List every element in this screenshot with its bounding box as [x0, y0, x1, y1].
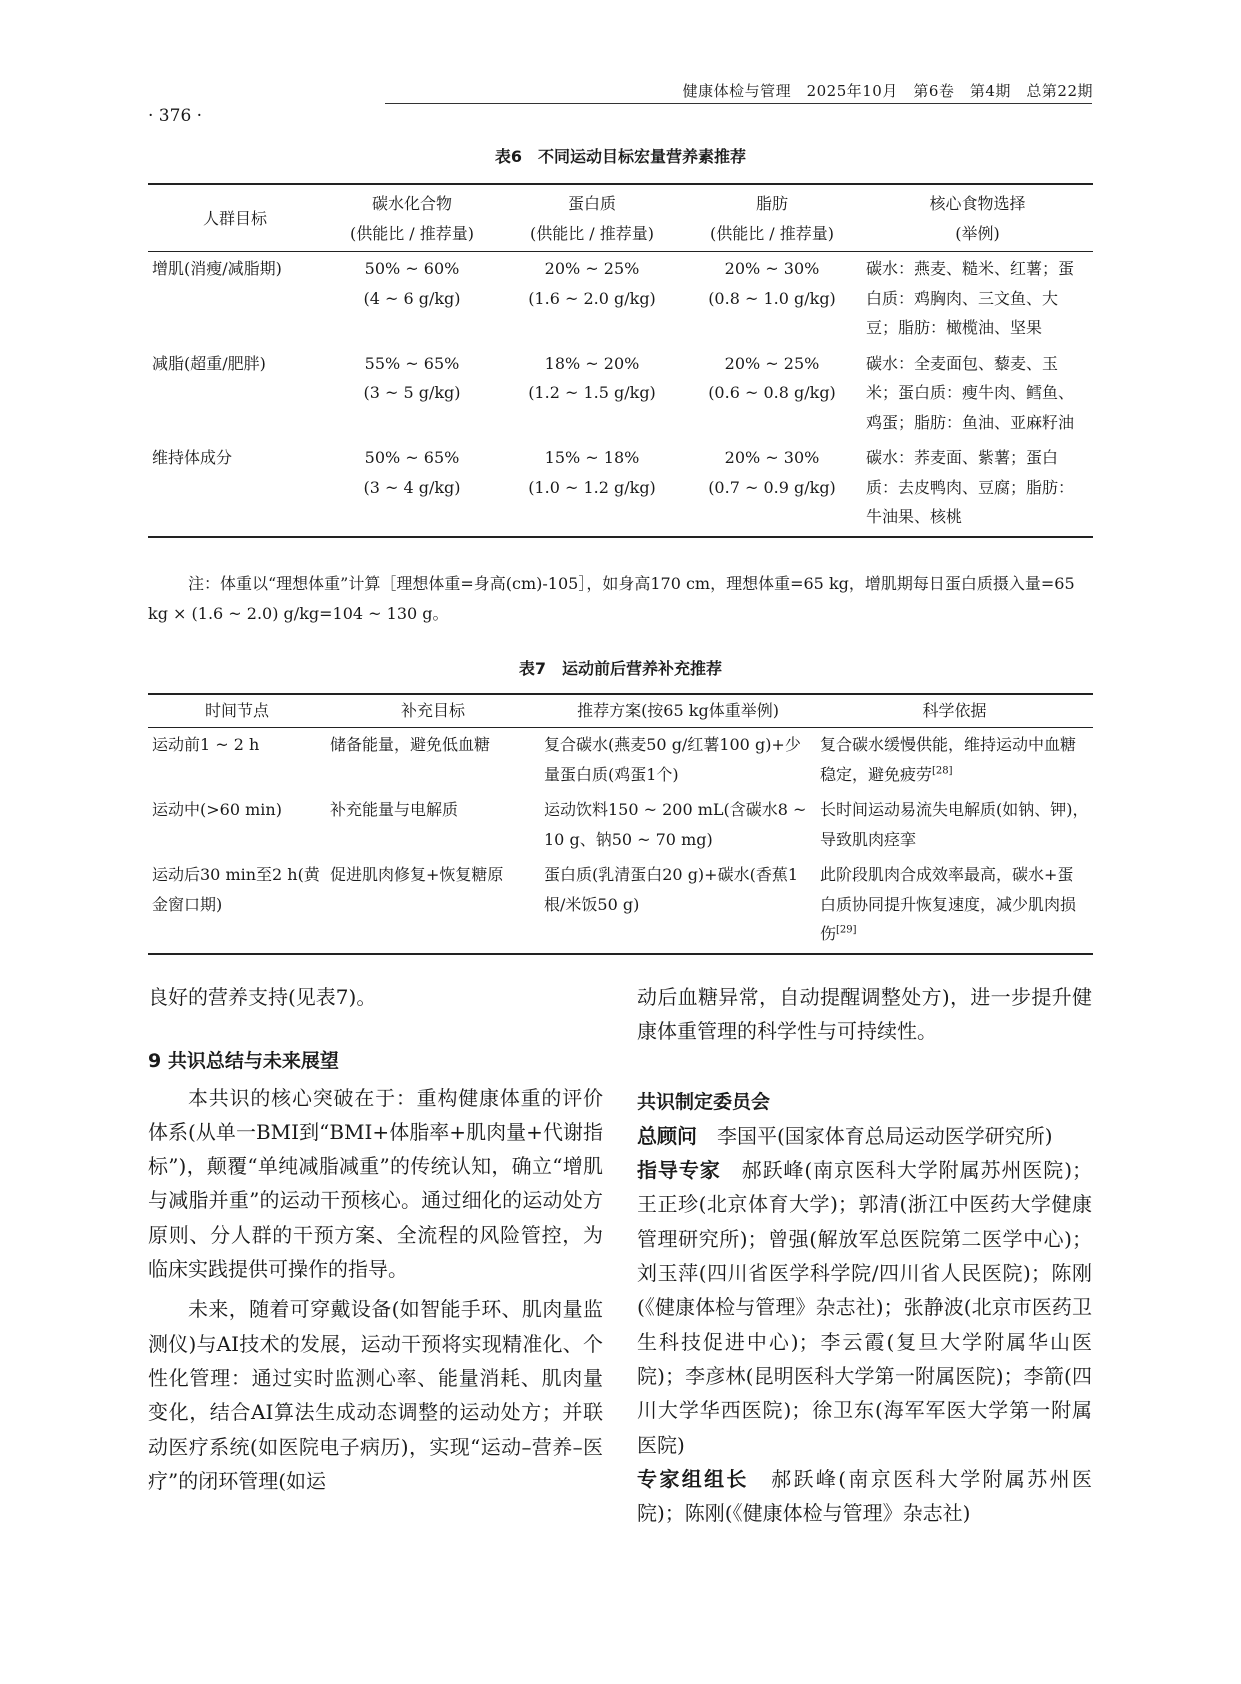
table6-foods: 碳水：全麦面包、藜麦、玉米；蛋白质：瘦牛肉、鳕鱼、鸡蛋；脂肪：鱼油、亚麻籽油 — [866, 353, 1075, 432]
table6-group: 维持体成分 — [152, 448, 233, 467]
table6-header-protein: 蛋白质 (供能比 / 推荐量) — [502, 184, 682, 252]
table6-carb: 50% ~ 60% (4 ~ 6 g/kg) — [363, 259, 461, 308]
table7-basis: 此阶段肌肉合成效率最高，碳水+蛋白质协同提升恢复速度，减少肌肉损伤[29] — [820, 865, 1077, 943]
committee-advisor: 总顾问 李国平(国家体育总局运动医学研究所) — [637, 1123, 1053, 1148]
table6-protein: 20% ~ 25% (1.6 ~ 2.0 g/kg) — [528, 259, 656, 308]
left-column — [148, 980, 603, 1498]
table7-plan: 复合碳水(燕麦50 g/红薯100 g)+少量蛋白质(鸡蛋1个) — [544, 735, 801, 784]
table6-caption: 表6 不同运动目标宏量营养素推荐 — [494, 147, 747, 166]
table7-time: 运动后30 min至2 h(黄金窗口期) — [152, 865, 320, 914]
table-row — [148, 793, 1093, 858]
table6-header-group: 人群目标 — [148, 184, 322, 252]
table6-fat: 20% ~ 30% (0.7 ~ 0.9 g/kg) — [708, 448, 836, 497]
table7-time: 运动前1 ~ 2 h — [152, 735, 260, 754]
citation: [28] — [932, 765, 953, 777]
citation: [29] — [836, 924, 857, 936]
table7-caption: 表7 运动前后营养补充推荐 — [518, 659, 723, 678]
table6-header-row — [148, 184, 1093, 252]
table6-header-fat: 脂肪 (供能比 / 推荐量) — [682, 184, 862, 252]
section-title: 9 共识总结与未来展望 — [148, 1050, 339, 1073]
table7-basis: 复合碳水缓慢供能，维持运动中血糖稳定，避免疲劳[28] — [820, 735, 1077, 784]
table6-fat: 20% ~ 30% (0.8 ~ 1.0 g/kg) — [708, 259, 836, 308]
table7-goal: 促进肌肉修复+恢复糖原 — [330, 865, 504, 884]
header-rule — [385, 103, 1092, 104]
table7-header-row — [148, 694, 1093, 728]
table6 — [148, 183, 1093, 538]
table7-time: 运动中(>60 min) — [152, 800, 282, 819]
table-row — [148, 252, 1093, 347]
table6-header-carb: 碳水化合物 (供能比 / 推荐量) — [322, 184, 502, 252]
table-row — [148, 728, 1093, 794]
table-row — [148, 347, 1093, 442]
table6-foods: 碳水：燕麦、糙米、红薯；蛋白质：鸡胸肉、三文鱼、大豆；脂肪：橄榄油、坚果 — [866, 259, 1075, 337]
role-label: 专家组组长 — [637, 1466, 749, 1491]
table-row — [148, 441, 1093, 537]
committee-experts: 指导专家 郝跃峰(南京医科大学附属苏州医院)；王正珍(北京体育大学)；郭清(浙江中医药大学健康管理研究所)；曾强(解放军总医院第二医学中心)；刘玉萍(四川省医学科学院/四川省人民医院)；陈刚(《健康体检与管理》杂志社)；张静波(北京市医药卫生科技促进中心)；李云霞(复旦大学附属华山医院)；李彦林(昆明医科大学第一附属医院)；李箭(四川大学华西医院)；徐卫东(海军军医大学第一附属医院) — [637, 1158, 1093, 1457]
table6-protein: 18% ~ 20% (1.2 ~ 1.5 g/kg) — [528, 353, 656, 402]
role-label: 总顾问 — [637, 1123, 697, 1148]
body-paragraph: 本共识的核心突破在于：重构健康体重的评价体系(从单一BMI到“BMI+体脂率+肌肉量+代谢指标”)，颠覆“单纯减脂减重”的传统认知，确立“增肌与减脂并重”的运动干预核心。通过细化的运动处方原则、分人群的干预方案、全流程的风险管控，为临床实践提供可操作的指导。 — [148, 1085, 603, 1282]
body-paragraph: 动后血糖异常，自动提醒调整处方)，进一步提升健康体重管理的科学性与可持续性。 — [637, 985, 1092, 1044]
table6-carb: 50% ~ 65% (3 ~ 4 g/kg) — [363, 448, 461, 497]
table7-plan: 蛋白质(乳清蛋白20 g)+碳水(香蕉1根/米饭50 g) — [544, 865, 799, 914]
table7-header-time: 时间节点 — [148, 694, 326, 728]
table7-header-basis: 科学依据 — [816, 694, 1093, 728]
page-number: · 376 · — [148, 106, 203, 126]
table6-protein: 15% ~ 18% (1.0 ~ 1.2 g/kg) — [528, 448, 656, 497]
table7-goal: 补充能量与电解质 — [330, 800, 459, 819]
body-paragraph: 未来，随着可穿戴设备(如智能手环、肌肉量监测仪)与AI技术的发展，运动干预将实现精准化、个性化管理：通过实时监测心率、能量消耗、肌肉量变化，结合AI算法生成动态调整的运动处方；并联动医疗系统(如医院电子病历)，实现“运动–营养–医疗”的闭环管理(如运 — [148, 1297, 603, 1493]
table7-basis: 长时间运动易流失电解质(如钠、钾)，导致肌肉痉挛 — [820, 800, 1089, 849]
table7-goal: 储备能量，避免低血糖 — [330, 735, 491, 754]
table7-plan: 运动饮料150 ~ 200 mL(含碳水8 ~ 10 g、钠50 ~ 70 mg) — [544, 800, 807, 849]
table6-carb: 55% ~ 65% (3 ~ 5 g/kg) — [363, 353, 461, 402]
table6-note: 注：体重以“理想体重”计算［理想体重=身高(cm)-105］，如身高170 cm，理想体重=65 kg，增肌期每日蛋白质摄入量=65 kg × (1.6 ~ 2.0) g/kg=104 ~ 130 g。 — [148, 574, 1075, 623]
journal-header: 健康体检与管理 2025年10月 第6卷 第4期 总第22期 — [682, 82, 1093, 100]
table7-header-plan: 推荐方案(按65 kg体重举例) — [540, 694, 816, 728]
table6-header-foods: 核心食物选择 (举例) — [862, 184, 1093, 252]
table6-fat: 20% ~ 25% (0.6 ~ 0.8 g/kg) — [708, 353, 836, 402]
right-column — [637, 980, 1092, 1530]
table7-header-goal: 补充目标 — [326, 694, 540, 728]
table7 — [148, 693, 1093, 955]
committee-leader: 专家组组长 郝跃峰(南京医科大学附属苏州医院)；陈刚(《健康体检与管理》杂志社) — [637, 1466, 1092, 1526]
committee-title: 共识制定委员会 — [637, 1090, 771, 1113]
table-row — [148, 858, 1093, 954]
table6-group: 减脂(超重/肥胖) — [152, 353, 266, 373]
body-paragraph: 良好的营养支持(见表7)。 — [148, 985, 377, 1009]
role-label: 指导专家 — [637, 1158, 721, 1183]
table6-foods: 碳水：荞麦面、紫薯；蛋白质：去皮鸭肉、豆腐；脂肪：牛油果、核桃 — [866, 448, 1075, 526]
table6-group: 增肌(消瘦/减脂期) — [152, 259, 282, 278]
